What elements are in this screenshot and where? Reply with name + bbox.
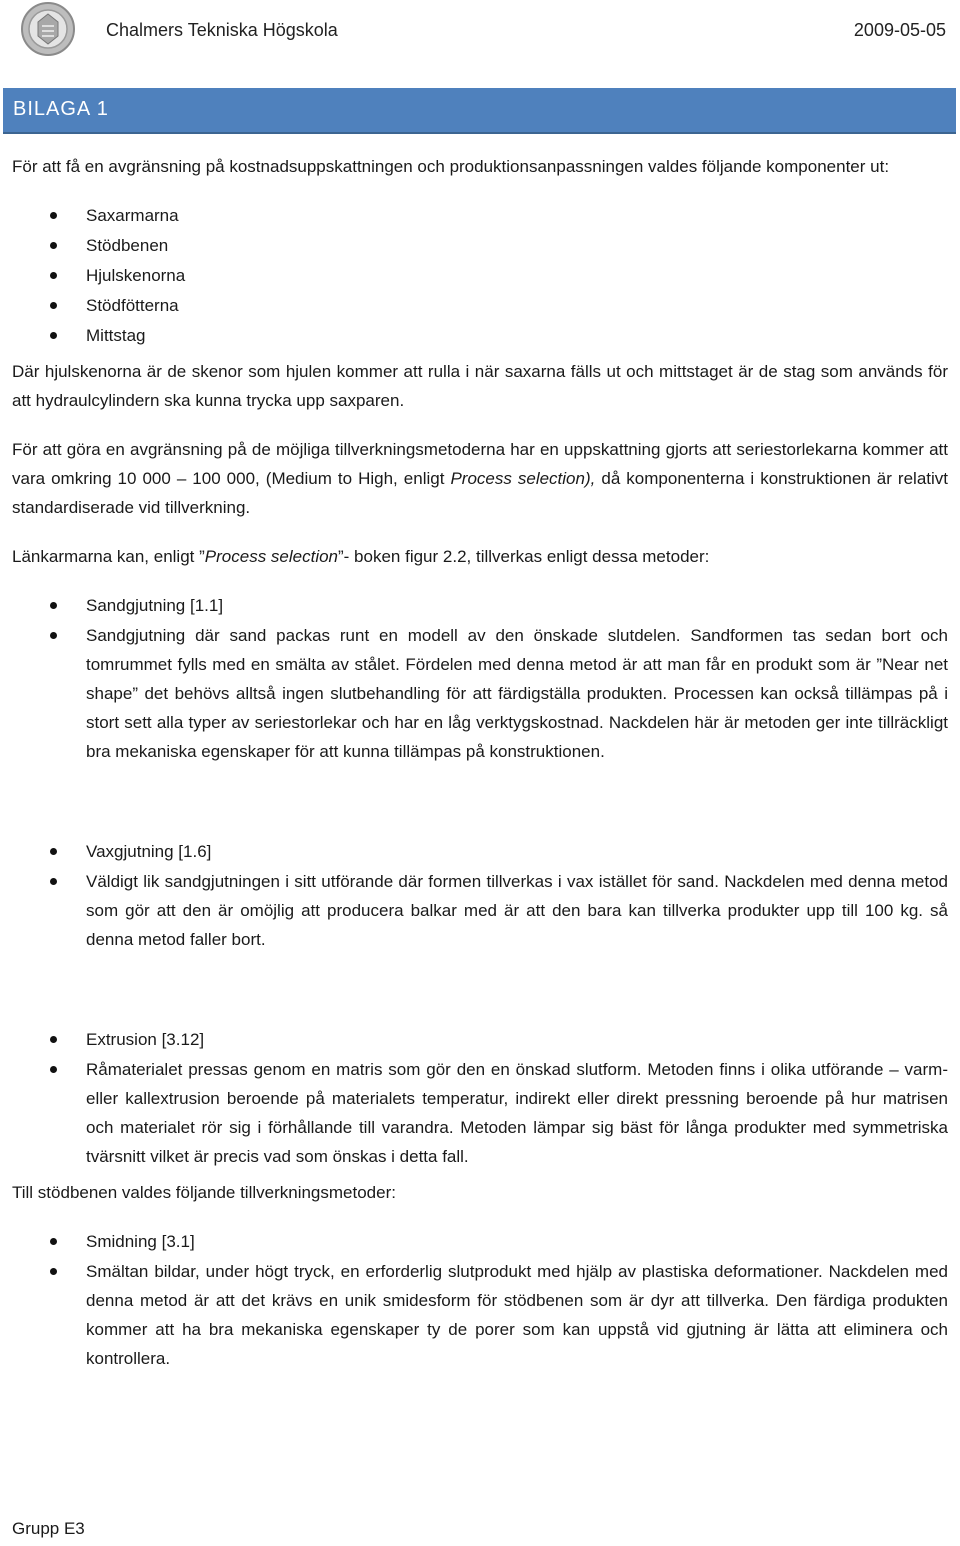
legs-paragraph: Till stödbenen valdes följande tillverkningsmetoder: bbox=[12, 1183, 396, 1202]
list-item: Hjulskenorna bbox=[12, 261, 948, 290]
list-item: Mittstag bbox=[12, 321, 948, 350]
method-name: Vaxgjutning [1.6] bbox=[12, 837, 948, 866]
section-banner bbox=[3, 88, 956, 134]
chalmers-crest-icon bbox=[14, 0, 82, 60]
series-size-paragraph: För att göra en avgränsning på de möjliga tillverkningsmetoderna har en uppskattning gjorts att seriestorlekarna kommer att vara omkring 10 000 – 100 000, (Medium to High, enligt Process selection), då komponenterna i konstruktionen är relativt standardiserade vid tillverkning. bbox=[12, 440, 948, 517]
method-description: Smältan bildar, under högt tryck, en erforderlig slutprodukt med hjälp av plastiska deformationer. Nackdelen med denna metod är att det krävs en unik smidesform för stödbenen som är dyr att tillverka. Den färdiga produkten kommer att ha bra mekaniska egenskaper ty de porer som kan uppstå vid gjutning är lätta att eliminera och kontrollera. bbox=[12, 1257, 948, 1373]
arms-method-sand bbox=[12, 591, 948, 766]
list-item: Saxarmarna bbox=[12, 201, 948, 230]
method-name: Smidning [3.1] bbox=[12, 1227, 948, 1256]
list-item: Stödfötterna bbox=[12, 291, 948, 320]
page-header bbox=[0, 0, 960, 64]
component-list bbox=[12, 201, 948, 350]
legs-method-forging bbox=[12, 1227, 948, 1373]
arms-method-extrusion bbox=[12, 1025, 948, 1171]
arms-paragraph: Länkarmarna kan, enligt ”Process selection”- boken figur 2.2, tillverkas enligt dessa metoder: bbox=[12, 547, 710, 566]
document-body bbox=[12, 152, 948, 1374]
method-name: Extrusion [3.12] bbox=[12, 1025, 948, 1054]
method-description: Sandgjutning där sand packas runt en modell av den önskade slutdelen. Sandformen tas sedan bort och tomrummet fylls med en smälta av stålet. Fördelen med denna metod är att man får en produkt som är ”Near net shape” det behövs alltså ingen slutbehandling för att färdigställa produkten. Processen kan också tillämpas på i stort sett alla typer av seriestorlekar och har en låg verktygskostnad. Nackdelen här är metoden ger inte tillräckligt bra mekaniska egenskaper för att kunna tillämpas på konstruktionen. bbox=[12, 621, 948, 766]
list-item: Stödbenen bbox=[12, 231, 948, 260]
rails-paragraph: Där hjulskenorna är de skenor som hjulen kommer att rulla i när saxarna fälls ut och mittstaget är de stag som används för att hydraulcylindern ska kunna trycka upp saxparen. bbox=[12, 362, 948, 410]
method-description: Råmaterialet pressas genom en matris som gör den en önskad slutform. Metoden finns i olika utförande – varm- eller kallextrusion beroende på materialets temperatur, indirekt eller direkt pressning beroende på hur matrisen och materialet rör sig i förhållande till varandra. Metoden lämpar sig bäst för långa produkter med symmetriska tvärsnitt vilket är precis vad som önskas i detta fall. bbox=[12, 1055, 948, 1171]
method-description: Väldigt lik sandgjutningen i sitt utförande där formen tillverkas i vax istället för sand. Nackdelen med denna metod som gör att den är omöjlig att producera balkar med är att den bara kan tillverka produkter upp till 100 kg. så denna metod faller bort. bbox=[12, 867, 948, 954]
method-name: Sandgjutning [1.1] bbox=[12, 591, 948, 620]
institution-name: Chalmers Tekniska Högskola bbox=[106, 20, 338, 40]
section-title: BILAGA 1 bbox=[13, 98, 109, 120]
document-date: 2009-05-05 bbox=[853, 20, 946, 40]
arms-method-wax bbox=[12, 837, 948, 954]
intro-paragraph: För att få en avgränsning på kostnadsuppskattningen och produktionsanpassningen valdes följande komponenter ut: bbox=[12, 157, 890, 176]
page-footer: Grupp E3 bbox=[12, 1519, 85, 1538]
